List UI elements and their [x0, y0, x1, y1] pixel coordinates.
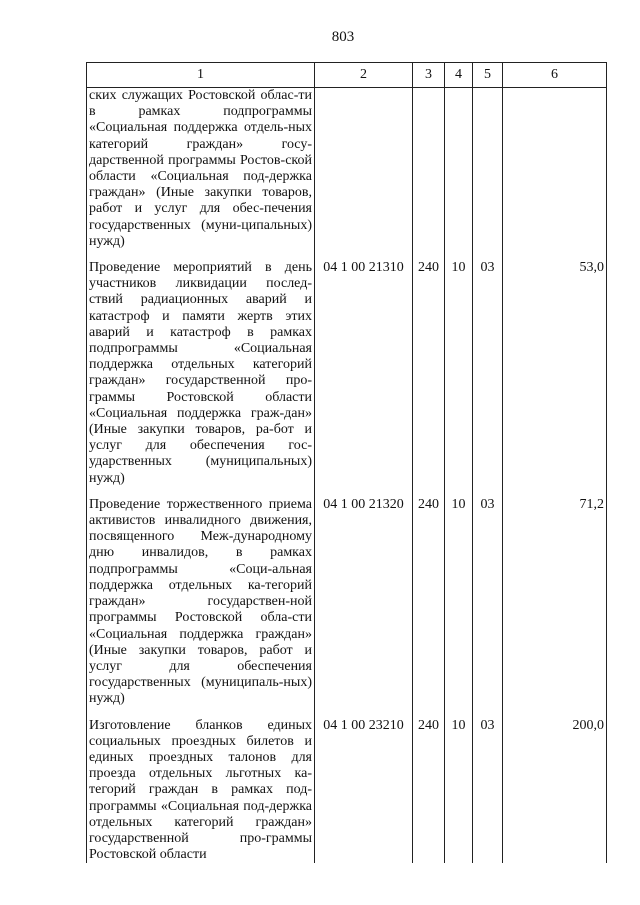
column-header-3: 3: [413, 63, 445, 88]
row-section: 10: [445, 497, 473, 708]
column-header-6: 6: [503, 63, 607, 88]
row-target-code: 04 1 00 21320: [315, 497, 413, 708]
row-target-code: [315, 88, 413, 251]
column-header-4: 4: [445, 63, 473, 88]
table-row: [87, 497, 607, 708]
table-row: [87, 260, 607, 487]
row-spacer: [87, 487, 607, 497]
row-description: Проведение торжественного приема активистов инвалидного движения, посвященного Меж-дународному дню инвалидов, в рамках подпрограммы «Соци-альная поддержка отдельных ка-тегорий граждан» государствен-ной программы Ростовской обла-сти «Социальная поддержка граждан» (Иные закупки товаров, работ и услуг для обеспечения государственных (муниципаль-ных) нужд): [87, 497, 315, 708]
row-expense-type: 240: [413, 497, 445, 708]
table-row: [87, 718, 607, 864]
row-expense-type: [413, 88, 445, 251]
row-amount: 200,0: [503, 718, 607, 864]
row-section: [445, 88, 473, 251]
row-spacer: [87, 708, 607, 718]
budget-table: [86, 62, 607, 863]
row-amount: 71,2: [503, 497, 607, 708]
row-target-code: 04 1 00 23210: [315, 718, 413, 864]
row-subsection: 03: [473, 260, 503, 487]
row-section: 10: [445, 260, 473, 487]
row-amount: [503, 88, 607, 251]
row-target-code: 04 1 00 21310: [315, 260, 413, 487]
row-subsection: [473, 88, 503, 251]
row-subsection: 03: [473, 497, 503, 708]
row-subsection: 03: [473, 718, 503, 864]
column-header-2: 2: [315, 63, 413, 88]
row-amount: 53,0: [503, 260, 607, 487]
row-expense-type: 240: [413, 718, 445, 864]
column-number-header: [87, 63, 607, 88]
row-description: Изготовление бланков единых социальных проездных билетов и единых проездных талонов для проезда отдельных льготных ка-тегорий граждан в рамках под-программы «Социальная под-держка отдельных категорий граждан» государственной про-граммы Ростовской области: [87, 718, 315, 864]
row-description: ских служащих Ростовской облас-ти в рамках подпрограммы «Социальная поддержка отдель-ных категорий граждан» госу-дарственной программы Ростов-ской области «Социальная под-держка граждан» (Иные закупки товаров, работ и услуг для обес-печения государственных (муни-ципальных) нужд): [87, 88, 315, 251]
page-number: 803: [331, 29, 355, 45]
table-row: [87, 88, 607, 251]
row-section: 10: [445, 718, 473, 864]
column-header-5: 5: [473, 63, 503, 88]
row-spacer: [87, 250, 607, 260]
row-expense-type: 240: [413, 260, 445, 487]
row-description: Проведение мероприятий в день участников ликвидации послед-ствий радиационных аварий и катастроф и памяти жертв этих аварий и катастроф в рамках подпрограммы «Социальная поддержка отдельных категорий граждан» государственной про-граммы Ростовской области «Социальная поддержка граж-дан» (Иные закупки товаров, ра-бот и услуг для обеспечения гос-ударственных (муниципальных) нужд): [87, 260, 315, 487]
column-header-1: 1: [87, 63, 315, 88]
